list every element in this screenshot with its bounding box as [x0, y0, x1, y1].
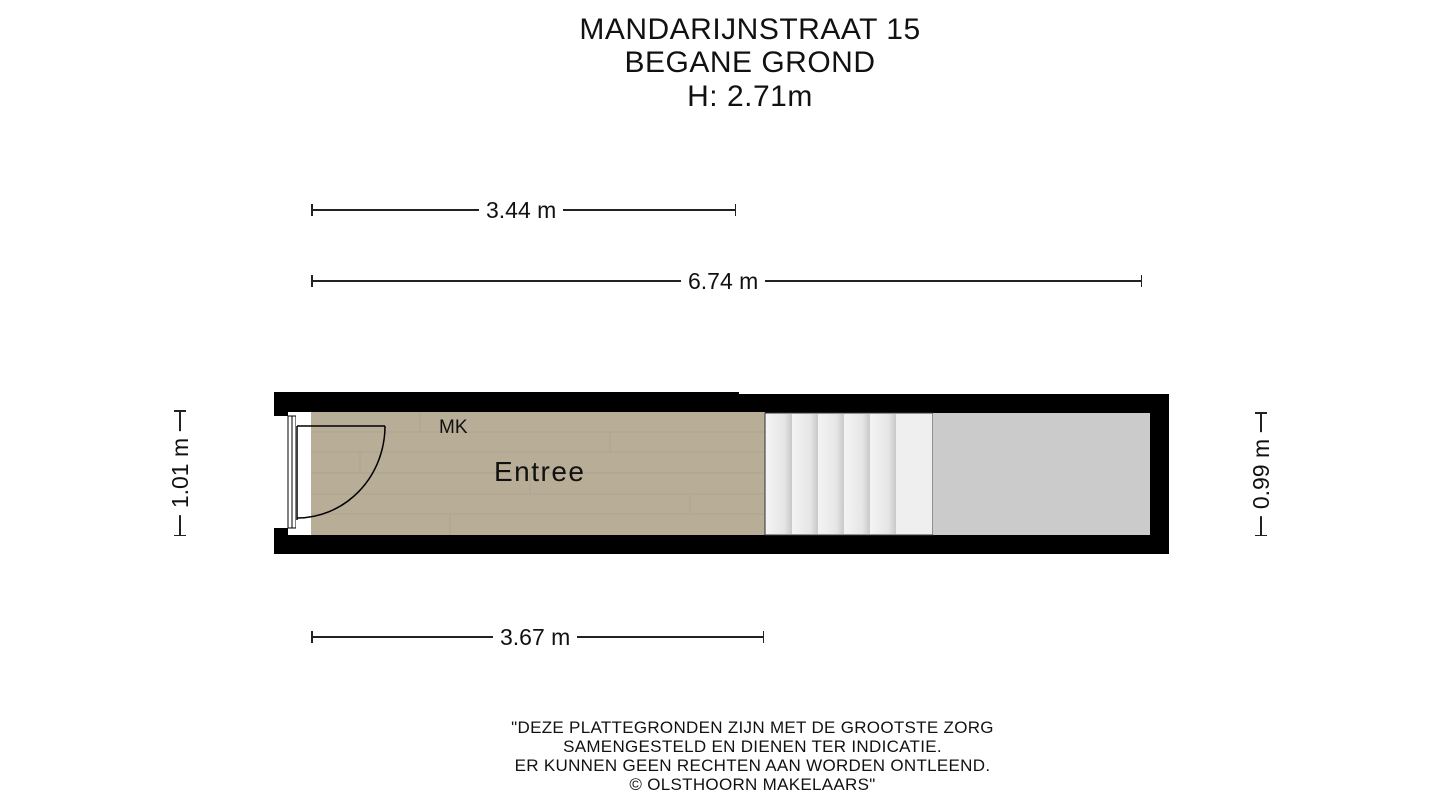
disclaimer-line-3: ER KUNNEN GEEN RECHTEN AAN WORDEN ONTLEEND. [514, 756, 991, 775]
plan-title-floor: BEGANE GROND [624, 46, 876, 79]
stairs [765, 413, 933, 535]
disclaimer-line-2: SAMENGESTELD EN DIENEN TER INDICATIE. [563, 737, 942, 756]
dimension-bottom-partial-label: 3.67 m [493, 624, 577, 650]
storage-area [933, 413, 1150, 535]
disclaimer-line-4: © OLSTHOORN MAKELAARS" [629, 775, 876, 794]
plan-title-address: MANDARIJNSTRAAT 15 [579, 13, 921, 46]
dimension-left-height-label: 1.01 m [167, 431, 193, 515]
entree-label: Entree [494, 456, 586, 487]
dimension-top-total-label: 6.74 m [681, 268, 765, 294]
plan-title-height: H: 2.71m [687, 80, 813, 113]
disclaimer-line-1: "DEZE PLATTEGRONDEN ZIJN MET DE GROOTSTE ZORG [511, 718, 994, 737]
dimension-right-height-label: 0.99 m [1248, 432, 1274, 516]
meter-cupboard-label: MK [439, 417, 468, 438]
dimension-top-partial-label: 3.44 m [479, 197, 563, 223]
